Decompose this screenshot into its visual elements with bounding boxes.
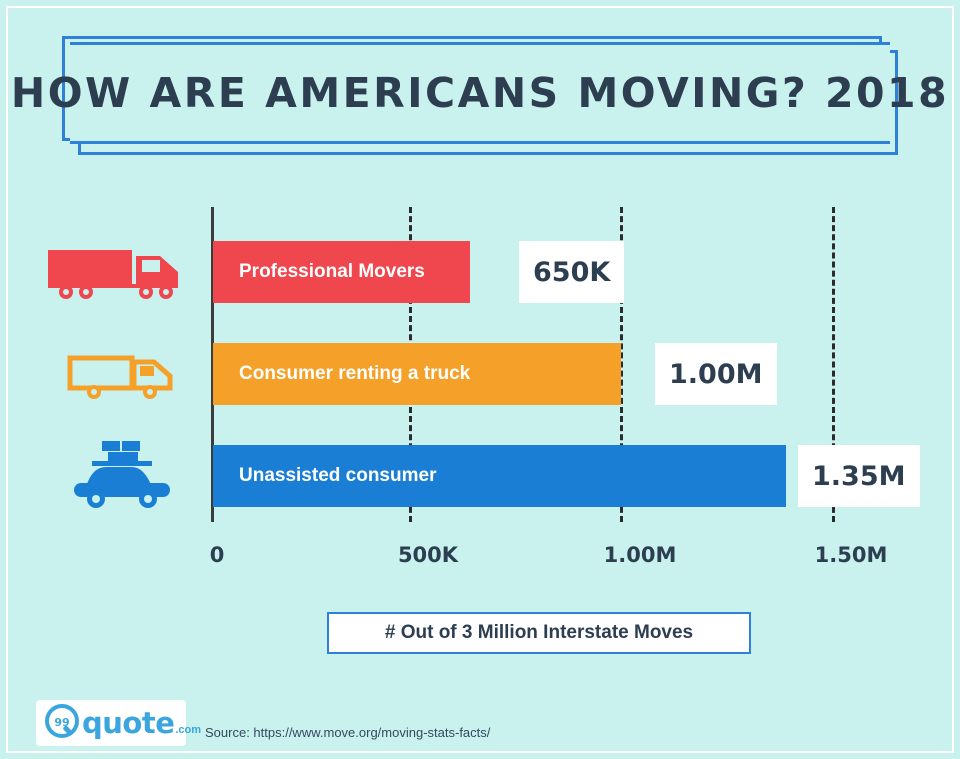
x-tick-1m: 1.00M bbox=[603, 543, 677, 567]
page-title: HOW ARE AMERICANS MOVING? 2018 bbox=[10, 69, 950, 117]
bar-label: Consumer renting a truck bbox=[239, 363, 471, 384]
bar-value-unassisted-consumer: 1.35M bbox=[798, 445, 920, 507]
moving-truck-icon bbox=[40, 233, 200, 311]
x-tick-150m: 1.50M bbox=[814, 543, 888, 567]
bar-chart bbox=[0, 185, 960, 585]
bar-value-consumer-renting-truck: 1.00M bbox=[655, 343, 777, 405]
chart-caption: # Out of 3 Million Interstate Moves bbox=[327, 612, 751, 654]
bar-label: Professional Movers bbox=[239, 261, 425, 282]
quote-logo-text: quote bbox=[82, 706, 175, 740]
bar-professional-movers[interactable] bbox=[213, 241, 470, 303]
bar-value-professional-movers: 650K bbox=[519, 241, 624, 303]
x-tick-500k: 500K bbox=[397, 543, 459, 567]
quote-logo-mark bbox=[44, 703, 80, 744]
title-banner bbox=[10, 36, 950, 156]
quote-logo-tld: .com bbox=[175, 724, 202, 736]
car-with-luggage-icon bbox=[40, 437, 200, 515]
bar-label: Unassisted consumer bbox=[239, 465, 437, 486]
x-tick-0: 0 bbox=[209, 543, 225, 567]
bar-unassisted-consumer[interactable] bbox=[213, 445, 786, 507]
source-attribution: Source: https://www.move.org/moving-stats-facts/ bbox=[205, 725, 491, 740]
quote-logo[interactable] bbox=[36, 700, 202, 746]
rental-truck-icon bbox=[40, 335, 200, 413]
svg-text:99: 99 bbox=[54, 715, 70, 729]
bar-consumer-renting-truck[interactable] bbox=[213, 343, 621, 405]
